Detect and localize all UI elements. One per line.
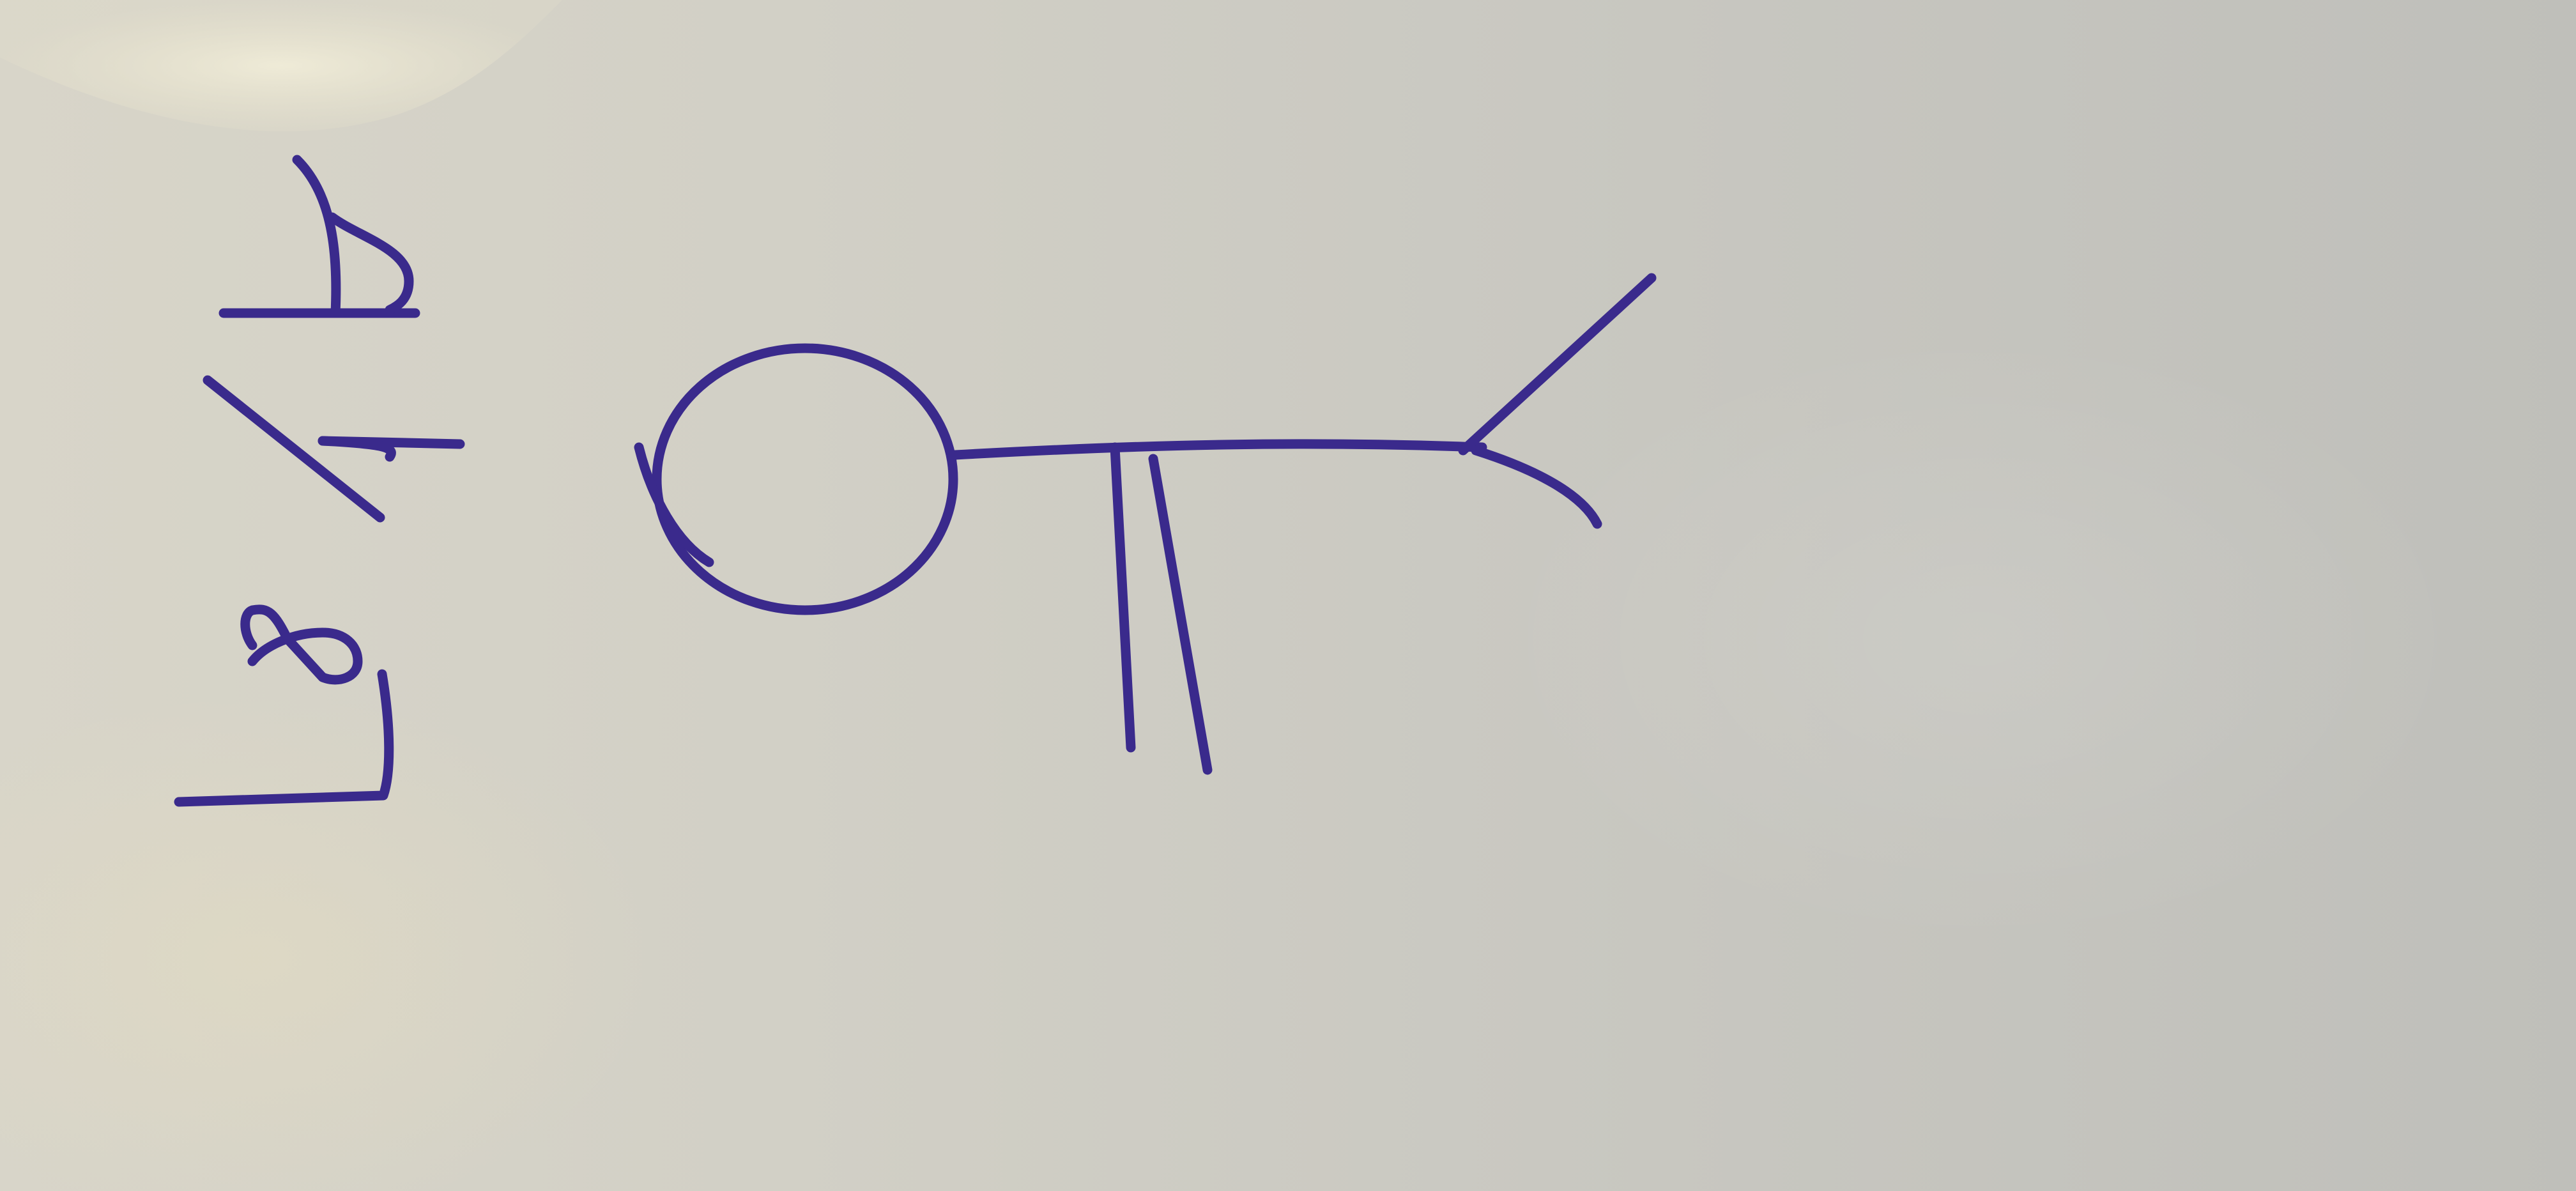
letter-t-stem <box>224 160 336 313</box>
stick-figure-leg-upper <box>1463 278 1652 450</box>
stick-figure-arm-upper <box>1115 447 1131 748</box>
letter-e-stroke <box>245 610 358 680</box>
letter-l-stroke <box>179 674 389 802</box>
letter-t-top <box>332 217 409 310</box>
letter-f-stem <box>208 380 380 518</box>
stick-figure-arm-lower <box>1153 459 1208 770</box>
stick-figure-head <box>657 348 953 610</box>
paper-corner-highlight <box>0 0 562 132</box>
stick-figure <box>639 278 1652 770</box>
stick-figure-body <box>955 444 1482 455</box>
stick-figure-leg-lower <box>1476 450 1597 524</box>
letter-f-hook <box>323 441 391 457</box>
handwritten-word <box>179 160 460 802</box>
